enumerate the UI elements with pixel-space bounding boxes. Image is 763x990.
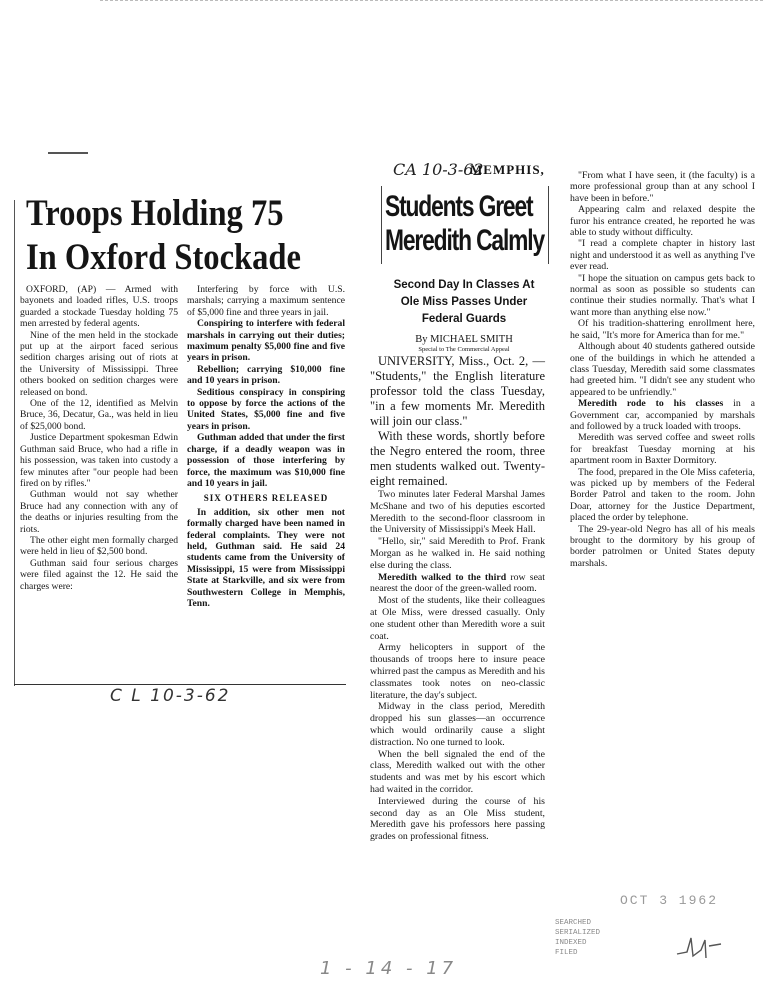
article-paragraph: Rebellion; carrying $10,000 fine and 10 years in prison. <box>187 363 345 387</box>
headline-line-1: Troops Holding 75 <box>26 193 284 234</box>
signature-scribble <box>675 932 723 962</box>
deck-line: Ole Miss Passes Under <box>400 296 528 308</box>
headline-line-2: In Oxford Stockade <box>26 237 301 278</box>
article-paragraph: "I hope the situation on campus gets back to normal as soon as possible so students can continue their studies normally. That's what I want more than anything else now." <box>570 272 755 318</box>
article-paragraph: Although about 40 students gathered outside one of the buildings in which he attended a class Tuesday, Meredith said some classmates had greeted him. "I didn't see any student who appeared to be unfriendly." <box>570 341 755 398</box>
article-paragraph: "From what I have seen, it (the faculty) is a more professional group than at any school I have been in before." <box>570 170 755 204</box>
article-paragraph: OXFORD, (AP) — Armed with bayonets and loaded rifles, U.S. troops guarded a stockade Tuesday holding 75 men arrested by federal agents. <box>20 284 178 330</box>
article-paragraph: Appearing calm and relaxed despite the furor his entrance created, he reported he was able to study without difficulty. <box>570 204 755 239</box>
article-paragraph: The 29-year-old Negro has all of his meals brought to the dormitory by his group of border patrolmen or United States deputy marshals. <box>570 523 755 569</box>
article-paragraph <box>570 398 755 432</box>
filing-stamp: SEARCHED SERIALIZED INDEXED FILED <box>555 919 601 957</box>
article-paragraph: "I read a complete chapter in history last night and understood it as well as anything I've ever read. <box>570 238 755 273</box>
article-paragraph: With these words, shortly before the Negro entered the room, three men students walked out. Twenty-eight remained. <box>370 429 545 488</box>
article-paragraph: Midway in the class period, Meredith dropped his sun glasses—an occurrence which would ordinarily cause a slight distraction. No one turned to look. <box>370 701 545 748</box>
article-paragraph: When the bell signaled the end of the class, Meredith walked out with the other students and was met by his escort which had waited in the corridor. <box>370 748 545 795</box>
date-stamp: OCT 3 1962 <box>620 893 719 908</box>
article-paragraph: Conspiring to interfere with federal marshals in carrying out their duties; maximum penalty $5,000 fine and five years in prison. <box>187 318 345 364</box>
article-paragraph <box>370 572 545 596</box>
top-dotted-edge <box>100 0 763 4</box>
clipping-left-bottom-rule <box>14 684 346 685</box>
article-paragraph: Army helicopters in support of the thousands of troops here to insure peace whirred past the campus as Meredith and his classmates took notes on neo-classic literature, the day's subject. <box>370 642 545 701</box>
ink-smudge <box>48 152 88 154</box>
article-paragraph: UNIVERSITY, Miss., Oct. 2, — "Students," the English literature professor told the class Tuesday, "in a few moments Mr. Meredith will join our class." <box>370 354 545 428</box>
article-paragraph: Two minutes later Federal Marshal James McShane and two of his deputies escorted Meredith to the second-floor classroom in the University of Mississippi's Meek Hall. <box>370 489 545 536</box>
article-paragraph: One of the 12, identified as Melvin Bruce, 36, Decatur, Ga., was held in lieu of $25,000 bond. <box>20 398 178 432</box>
article-paragraph: Guthman added that under the first charge, if a deadly weapon was in possession of those interfering by force, the maximum was $10,000 fine and 10 years in jail. <box>187 432 345 489</box>
article-paragraph: Of his tradition-shattering enrollment here, he said, "It's more for America than for me." <box>570 318 755 341</box>
bottom-handwriting: 1 - 14 - 17 <box>320 958 458 979</box>
paper-dateline: MEMPHIS, <box>470 162 545 177</box>
run-in-text: in a Government car, accompanied by marshals and followed by a truck loaded with troops. <box>570 398 756 432</box>
clipping-left-headline <box>26 192 309 280</box>
deck-line: Second Day In Classes At <box>393 279 535 291</box>
article-paragraph: The food, prepared in the Ole Miss cafeteria, was picked up by members of the Federal Border Patrol and taken to the room. John Doar, attorney for the Justice Department, placed the order by telephone. <box>570 466 755 524</box>
article-paragraph: Guthman would not say whether Bruce had any connection with any of the deaths or injuries resulting from the riots. <box>20 489 178 535</box>
article-paragraph: Meredith was served coffee and sweet rolls for breakfast Tuesday morning at his apartment room in Baxter Dormitory. <box>570 432 755 467</box>
headline-deck <box>383 277 545 328</box>
article-subhead: SIX OTHERS RELEASED <box>203 493 329 504</box>
run-in-bold: Meredith rode to his classes <box>578 398 724 410</box>
run-in-bold: Meredith walked to the third <box>378 571 507 583</box>
clipping-middle-headline <box>385 190 545 258</box>
article-paragraph: Interfering by force with U.S. marshals; carrying a maximum sentence of $5,000 fine and three years in jail. <box>187 284 345 318</box>
clipping-left-border <box>14 200 15 686</box>
byline-credit: Special to The Commercial Appeal <box>418 346 510 353</box>
article-paragraph: Nine of the men held in the stockade put up at the airport faced serious sedition charges arising out of riots at the University of Mississippi. Three others booked on sedition charges were released on bond. <box>20 329 178 398</box>
handwritten-date-annotation: C L 10-3-62 <box>110 686 231 706</box>
clipping-middle-article <box>370 354 545 843</box>
headline-line-1: Students Greet <box>385 190 533 223</box>
headline-line-2: Meredith Calmly <box>385 224 545 257</box>
article-paragraph: Justice Department spokesman Edwin Guthman said Bruce, who had a rifle in his possession, was taken into custody a few minutes after "our people had been fired on by rifles." <box>20 432 178 489</box>
article-paragraph: Guthman said four serious charges were filed against the 12. He said the charges were: <box>20 557 178 592</box>
article-paragraph: Most of the students, like their colleagues at Ole Miss, were dressed casually. Only one student other than Meredith wore a suit coat. <box>370 595 545 642</box>
handwritten-tag: CA 10-3-62 <box>393 160 484 179</box>
deck-line: Federal Guards <box>421 313 507 325</box>
run-in-text: row seat nearest the door of the green-walled room. <box>370 571 546 595</box>
article-paragraph: "Hello, sir," said Meredith to Prof. Frank Morgan as he walked in. He said nothing else during the class. <box>370 536 545 571</box>
article-paragraph: The other eight men formally charged were held in lieu of $2,500 bond. <box>20 534 178 558</box>
clipping-left-article <box>20 284 345 609</box>
clipping-right-article <box>570 170 755 569</box>
article-paragraph: In addition, six other men not formally charged have been named in federal complaints. They were not held, Guthman said. He said 24 students came from the University of Mississippi, 15 were from Mississippi State at Starkville, and six were from Southwestern College in Memphis, Tenn. <box>187 506 345 609</box>
byline: By MICHAEL SMITH <box>415 334 513 345</box>
article-paragraph: Interviewed during the course of his second day as an Ole Miss student, Meredith gave his professors here passing grades on professional fitness. <box>370 795 545 843</box>
article-paragraph: Seditious conspiracy in conspiring to oppose by force the actions of the United States, $5,000 fine and five years in prison. <box>187 386 345 432</box>
